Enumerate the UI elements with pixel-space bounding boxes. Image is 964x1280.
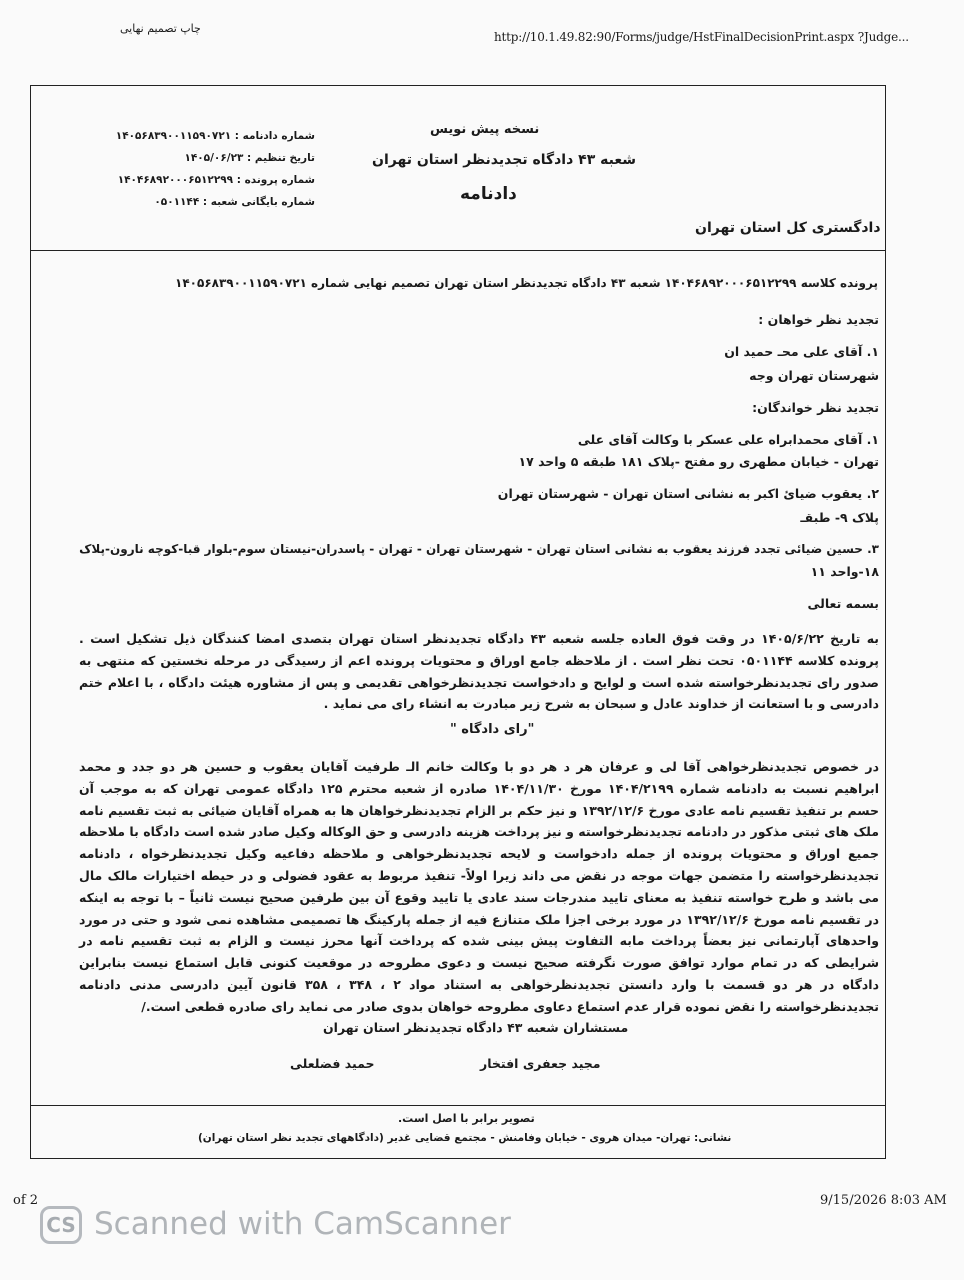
appellee-3-name: ۳. حسین ضیائی تجدد فرزند یعقوب به نشانی استان تهران - شهرستان تهران - تهران - پاسدران-نیستان سوم-بلوار قبا-کوچه نارون-پلاک <box>79 542 879 556</box>
document-title: دادنامه <box>460 184 517 204</box>
case-meta <box>100 125 315 213</box>
verdict-paragraph: در خصوص تجدیدنظرخواهی آقا لی و عرفان هر د هر دو با وکالت خانم الـ طرفیت آقایان یعقوب و حسین هر دو جدد و محمد ابراهیم نسبت به دادنامه شماره ۱۴۰۴/۲۱۹۹ مورخ ۱۴۰۴/۱۱/۳۰ صادره از شعبه محترم ۱۲۵ دادگاه عمومی تهران که به موجب آن حسم بر تنفیذ تقسیم نامه عادی مورخ ۱۳۹۲/۱۲/۶ و نیز حکم بر الزام تجدیدنظرخواهان ها به همراه آقایان ضیائی به ثبت تقسیم نامه ملک های ثبتی مذکور در دادنامه تجدیدنظرخواسته و نیز پرداخت هزینه دادرسی و حق الوکاله وکیل صادر شده است دادگاه با ملاحظه جمیع اوراق و محتویات پرونده از جمله دادخواست و لایحه تجدیدنظرخواهی و ملاحظه دفاعیه وکیل تجدیدنظرخواه ، دادنامه تجدیدنظرخواسته را متضمن جهات موجه در نقض می داند زیرا اولاً- تنفیذ مربوط به عقود فضولی و در حیطه اختیارات مالک مال می باشد و طرح خواسته تنفیذ به معنای تایید مندرجات سند عادی یا تایید وقوع آن بین طرفین صحیح نیست ثانیاً – با توجه به اینکه در تقسیم نامه مورخ ۱۳۹۲/۱۲/۶ در مورد برخی اجزا ملک متنازع فیه از جمله پارکینگ ها تصمیمی مشاهده نمی شود و حتی در مورد واحدهای آپارتمانی نیز بعضاً پرداخت مابه التفاوت پیش بینی شده که پرداخت آنها محرز نیست و الزام به ثبت تقسیم نامه در شرایطی که در تمام موارد توافق صورت نگرفته صحیح نیست و دعوی مطروحه در موقعیت کنونی قابل استماع نیست بنابراین دادگاه در هر دو قسمت با وارد دانستن تجدیدنظرخواهی به استناد مواد ۲ ، ۳۴۸ ، ۳۵۸ قانون آیین دادرسی مدنی دادنامه تجدیدنظرخواسته را نقض نموده قرار عدم استماع دعاوی مطروحه خواهان بدوی صادر می نماید رای صادره قطعی است./ <box>79 759 879 1014</box>
appellant-1-address: شهرستان تهران وجه <box>749 368 879 383</box>
appellee-2-address: پلاک ۹- طبقـ <box>800 510 879 525</box>
decision-number: شماره دادنامه : ۱۴۰۵۶۸۳۹۰۰۱۱۵۹۰۷۲۱ <box>115 130 315 142</box>
appellants-title: تجدید نظر خواهان : <box>758 312 879 327</box>
branch-name: شعبه ۴۳ دادگاه تجدیدنظر استان تهران <box>372 152 636 168</box>
appellee-2-name: ۲. یعقوب ضیائ اکبر به نشانی استان تهران - شهرستان تهران <box>497 486 879 501</box>
copy-label: نسخه پیش نویس <box>430 122 540 137</box>
appellee-1-address: تهران - خیابان مطهری رو مفتح -پلاک ۱۸۱ طبقه ۵ واحد ۱۷ <box>518 454 879 469</box>
intro-paragraph: به تاریخ ۱۴۰۵/۶/۲۲ در وقت فوق العاده جلسه شعبه ۴۳ دادگاه تجدیدنظر استان تهران بتصدی امضا کنندگان ذیل تشکیل است . پرونده کلاسه ۰۵۰۱۱۴۴ تحت نظر است . از ملاحظه جامع اوراق و محتویات پرونده اعم از رسیدگی در مرحله نخستین که منتهی به صدور رای تجدیدنظرخواسته شده است و لوایح و دادخواست تجدیدنظرخواهی تقدیمی و پس از مشاوره هیئت دادگاه ، با اعلام ختم دادرسی و با استعانت از خداوند عادل و سبحان به شرح زیر مبادرت به انشاء رای می نماید . <box>79 631 880 712</box>
footer-divider <box>30 1105 886 1106</box>
signer-1: مجید جعفری افتخار <box>480 1056 601 1071</box>
certified-copy: تصویر برابر با اصل است. <box>398 1112 535 1125</box>
signer-2: حمید فضلعلی <box>290 1056 375 1071</box>
archive-number: شماره بایگانی شعبه : ۰۵۰۱۱۴۴ <box>154 196 315 208</box>
print-datetime: 9/15/2026 8:03 AM <box>820 1193 947 1208</box>
appellee-3-address: ۱۸-واحد ۱۱ <box>810 564 879 579</box>
court-name: دادگستری کل استان تهران <box>695 220 881 236</box>
camscanner-watermark: Scanned with CamScanner <box>94 1206 511 1242</box>
appellee-1-name: ۱. آقای محمدابراه علی عسکر با وکالت آقای علی <box>577 432 879 447</box>
appellees-title: تجدید نظر خواندگان: <box>752 400 879 415</box>
print-url: http://10.1.49.82:90/Forms/judge/HstFinalDecisionPrint.aspx ?Judge... <box>494 30 909 44</box>
case-line: پرونده کلاسه ۱۴۰۴۶۸۹۲۰۰۰۶۵۱۲۲۹۹ شعبه ۴۳ دادگاه تجدیدنظر استان تهران تصمیم نهایی شماره ۱۴۰۵۶۸۳۹۰۰۱۱۵۹۰۷۲۱ <box>175 276 878 290</box>
camscanner-logo-icon: CS <box>40 1206 82 1244</box>
issue-date: تاریخ تنظیم : ۱۴۰۵/۰۶/۲۳ <box>184 152 315 164</box>
header-divider <box>30 250 886 251</box>
file-number: شماره پرونده : ۱۴۰۴۶۸۹۲۰۰۰۶۵۱۲۲۹۹ <box>117 174 315 186</box>
signoff: مستشاران شعبه ۴۳ دادگاه تجدیدنظر استان تهران <box>323 1020 629 1035</box>
appellant-1-name: ۱. آقای علی محـ حمید ان <box>724 344 879 359</box>
page-count: of 2 <box>13 1193 39 1208</box>
verdict-title: "رای دادگاه " <box>450 722 535 737</box>
basmala: بسمه تعالی <box>807 596 879 611</box>
court-address: نشانی: تهران- میدان هروی - خیابان وفامنش - مجتمع قضایی غدیر (دادگاههای تجدید نظر استان تهران) <box>198 1132 732 1144</box>
print-title: چاپ تصمیم نهایی <box>120 22 201 35</box>
